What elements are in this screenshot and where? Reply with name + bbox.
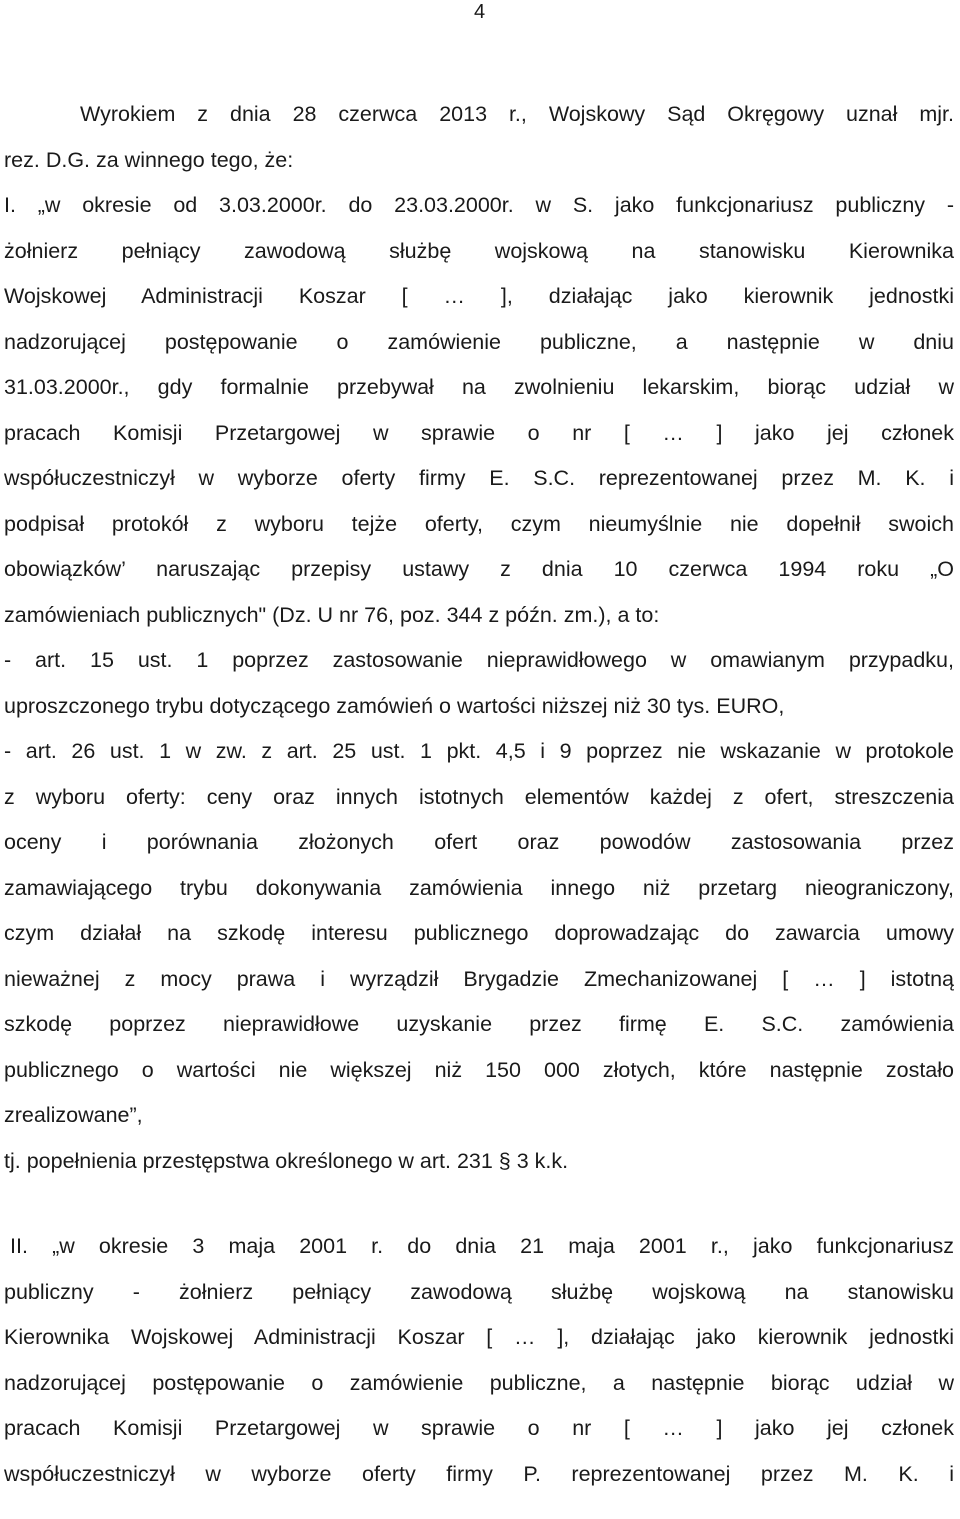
text-line: obowiązków’ naruszając przepisy ustawy z dnia 10 czerwca 1994 roku „O bbox=[4, 557, 954, 581]
intro-paragraph bbox=[4, 92, 954, 183]
text-line: nieważnej z mocy prawa i wyrządził Brygadzie Zmechanizowanej [ … ] istotną bbox=[4, 966, 954, 991]
text-line: żołnierz pełniący zawodową służbę wojskową na stanowisku Kierownika bbox=[4, 238, 954, 263]
text-line: pracach Komisji Przetargowej w sprawie o nr [ … ] jako jej członek bbox=[4, 420, 954, 445]
text-line: uproszczonego trybu dotyczącego zamówień o wartości niższej niż 30 tys. EURO, bbox=[4, 693, 785, 718]
text-line: Kierownika Wojskowej Administracji Koszar [ … ], działając jako kierownik jednostki bbox=[4, 1325, 954, 1349]
text-line: - art. 26 ust. 1 w zw. z art. 25 ust. 1 pkt. 4,5 i 9 poprzez nie wskazanie w protokole bbox=[4, 739, 954, 763]
text-line: nadzorującej postępowanie o zamówienie publiczne, a następnie w dniu bbox=[4, 329, 954, 354]
text-line: 31.03.2000r., gdy formalnie przebywał na zwolnieniu lekarskim, biorąc udział w bbox=[4, 375, 954, 399]
text-line: II. „w okresie 3 maja 2001 r. do dnia 21 maja 2001 r., jako funkcjonariusz bbox=[10, 1234, 954, 1258]
text-line: Wyrokiem z dnia 28 czerwca 2013 r., Wojskowy Sąd Okręgowy uznał mjr. bbox=[80, 102, 954, 126]
text-line: rez. D.G. za winnego tego, że: bbox=[4, 147, 294, 172]
text-line: zamówieniach publicznych" (Dz. U nr 76, poz. 344 z późn. zm.), a to: bbox=[4, 602, 660, 627]
document-body bbox=[4, 92, 954, 1497]
text-line: nadzorującej postępowanie o zamówienie publiczne, a następnie biorąc udział w bbox=[4, 1370, 954, 1395]
text-line: tj. popełnienia przestępstwa określonego w art. 231 § 3 k.k. bbox=[4, 1148, 569, 1173]
text-line: Wojskowej Administracji Koszar [ … ], działając jako kierownik jednostki bbox=[4, 284, 954, 308]
text-line: współuczestniczył w wyborze oferty firmy P. reprezentowanej przez M. K. i bbox=[4, 1461, 954, 1486]
section-2 bbox=[4, 1224, 954, 1497]
text-line: z wyboru oferty: ceny oraz innych istotnych elementów każdej z ofert, streszczenia bbox=[4, 784, 954, 809]
text-line: - art. 15 ust. 1 poprzez zastosowanie nieprawidłowego w omawianym przypadku, bbox=[4, 648, 954, 672]
text-line: oceny i porównania złożonych ofert oraz powodów zastosowania przez bbox=[4, 830, 954, 854]
text-line: zamawiającego trybu dokonywania zamówienia innego niż przetarg nieograniczony, bbox=[4, 875, 954, 900]
text-line: publicznego o wartości nie większej niż 150 000 złotych, które następnie zostało bbox=[4, 1057, 954, 1082]
section-spacer bbox=[4, 1184, 954, 1224]
text-line: zrealizowane”, bbox=[4, 1103, 143, 1127]
page-number: 4 bbox=[474, 1, 486, 23]
text-line: publiczny - żołnierz pełniący zawodową służbę wojskową na stanowisku bbox=[4, 1279, 954, 1304]
text-line: podpisał protokół z wyboru tejże oferty, czym nieumyślnie nie dopełnił swoich bbox=[4, 511, 954, 536]
text-line: czym działał na szkodę interesu publicznego doprowadzając do zawarcia umowy bbox=[4, 921, 954, 945]
section-1 bbox=[4, 183, 954, 1184]
text-line: I. „w okresie od 3.03.2000r. do 23.03.2000r. w S. jako funkcjonariusz publiczny - bbox=[4, 193, 954, 217]
text-line: współuczestniczył w wyborze oferty firmy E. S.C. reprezentowanej przez M. K. i bbox=[4, 466, 954, 490]
text-line: szkodę poprzez nieprawidłowe uzyskanie przez firmę E. S.C. zamówienia bbox=[4, 1012, 954, 1036]
text-line: pracach Komisji Przetargowej w sprawie o nr [ … ] jako jej członek bbox=[4, 1416, 954, 1440]
